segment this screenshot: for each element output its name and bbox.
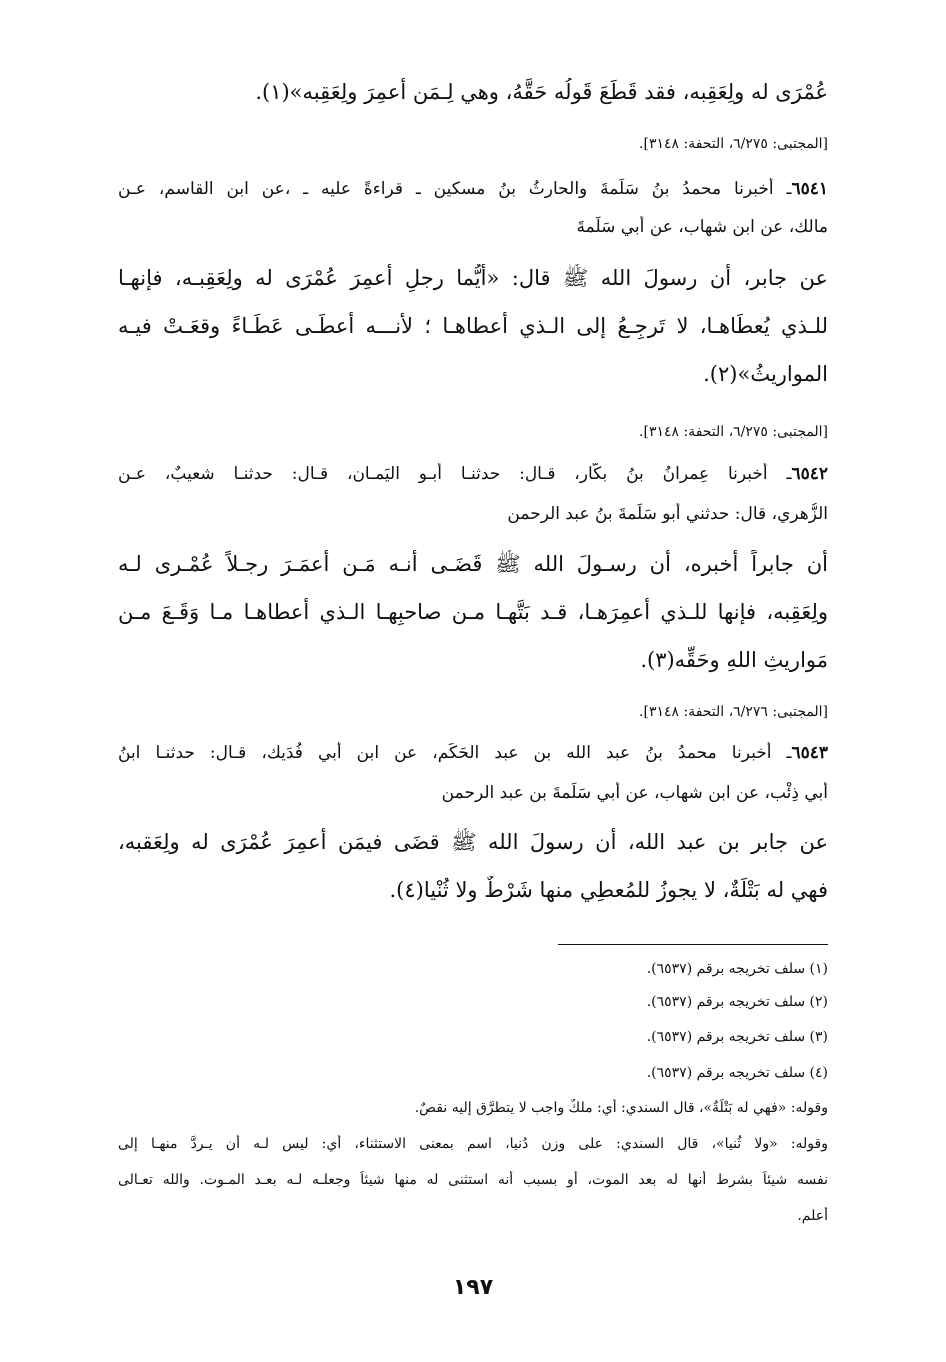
reference-line: [المجتبى: ٦/٢٧٦، التحفة: ٣١٤٨]. xyxy=(639,704,828,720)
footnote-note: وقوله: «ولا ثُنيا»، قال السندي: على وزن دُنيا، اسم بمعنى الاستثناء، أي: ليس لـه أن يـردَّ منهـا إلى xyxy=(118,1136,828,1152)
reference-line: [المجتبى: ٦/٢٧٥، التحفة: ٣١٤٨]. xyxy=(639,136,828,152)
footnote: (٣) سلف تخريجه برقم (٦٥٣٧). xyxy=(646,1029,828,1045)
footnote-note: وقوله: «فهي له بَتْلَةٌ»، قال السندي: أي: ملكٌ واجب لا يتطرَّق إليه نقصٌ. xyxy=(414,1100,828,1116)
reference-line: [المجتبى: ٦/٢٧٥، التحفة: ٣١٤٨]. xyxy=(639,424,828,440)
page-number: ١٩٧ xyxy=(452,1275,494,1300)
hadith-isnad-line: مالك، عن ابن شهاب، عن أبي سَلَمةَ xyxy=(576,217,828,237)
footnote-note: أعلم. xyxy=(797,1208,828,1224)
hadith-matn-line: للـذي يُعطَاهـا، لا تَرجِـعُ إلى الـذي أعطاهـا ؛ لأنـــه أَعطَـى عَطَـاءً وقعَـتْ فيـه xyxy=(118,314,828,338)
footnote-separator xyxy=(558,944,828,945)
text-line: عُمْرَى له ولِعَقِبه، فقد قَطَعَ قَولُه حَقَّهُ، وهي لِـمَن أُعمِرَ ولِعَقِبه»(١). xyxy=(255,80,828,104)
footnote: (١) سلف تخريجه برقم (٦٥٣٧). xyxy=(646,961,828,977)
hadith-number: ٦٥٤٣ xyxy=(791,743,828,763)
hadith-isnad-line: أبي ذِئْب، عن ابن شهاب، عن أبي سَلَمةَ بن عبد الرحمن xyxy=(441,783,828,803)
hadith-isnad-line: الزُّهري، قال: حدثني أبو سَلَمةَ بنُ عبد الرحمن xyxy=(507,504,828,524)
hadith-isnad-line xyxy=(118,742,828,765)
hadith-matn-line: ولِعَقِبه، فإنها للـذي أُعمِرَهـا، قـد بَتَّهـا مـن صاحبِهـا الـذي أعطاهـا مـا وَقَـعَ مـن xyxy=(118,600,828,624)
hadith-isnad-line xyxy=(118,463,828,486)
hadith-matn-line: أن جابراً أخبره، أن رسـولَ الله ﷺ قَضَـى أنـه مَـن أعمَـرَ رجـلاً عُمْـرى لـه xyxy=(118,552,828,576)
hadith-number: ٦٥٤٢ xyxy=(791,464,828,484)
isnad-text: ـ أخبرنا عِمرانُ بنُ بكَّار، قـال: حدثنـا أبـو اليَمـان، قـال: حدثنـا شعيبٌ، عـن xyxy=(118,464,792,484)
isnad-text: ـ أخبرنا محمدُ بنُ عبد الله بن عبد الحَكَم، عن ابن أبي فُدَيك، قـال: حدثنـا ابنُ xyxy=(118,743,792,763)
hadith-matn-line: مَواريثِ اللهِ وحَقِّه(٣). xyxy=(640,648,828,672)
footnote: (٢) سلف تخريجه برقم (٦٥٣٧). xyxy=(646,994,828,1010)
hadith-matn-line: عن جابر، أن رسولَ الله ﷺ قال: «أيُّما رجلٍ أُعمِرَ عُمْرَى له ولِعَقِبـه، فإنهـا xyxy=(118,266,828,290)
isnad-text: ـ أخبرنا محمدُ بنُ سَلَمةَ والحارثُ بنُ مسكين ـ قراءةً عليه ـ ،عن ابن القاسم، عـن xyxy=(118,179,792,199)
hadith-matn-line: فهي له بَتْلَةٌ، لا يجوزُ للمُعطِي منها شَرْطٌ ولا ثُنْيا(٤). xyxy=(389,878,828,902)
hadith-isnad-line xyxy=(118,178,828,201)
footnote-note: نفسه شيئاً بشرط أنها له بعد الموت، أو بسبب أنه استثنى له منها شيئاً وجعلـه لـه بعـد المـوت. والله تعـالى xyxy=(118,1172,828,1188)
hadith-number: ٦٥٤١ xyxy=(791,179,828,199)
footnote: (٤) سلف تخريجه برقم (٦٥٣٧). xyxy=(646,1065,828,1081)
hadith-matn-line: المواريثُ»(٢). xyxy=(703,362,828,386)
hadith-matn-line: عن جابر بن عبد الله، أن رسولَ الله ﷺ قضَى فيمَن أُعمِرَ عُمْرَى له ولِعَقبه، xyxy=(118,830,828,854)
